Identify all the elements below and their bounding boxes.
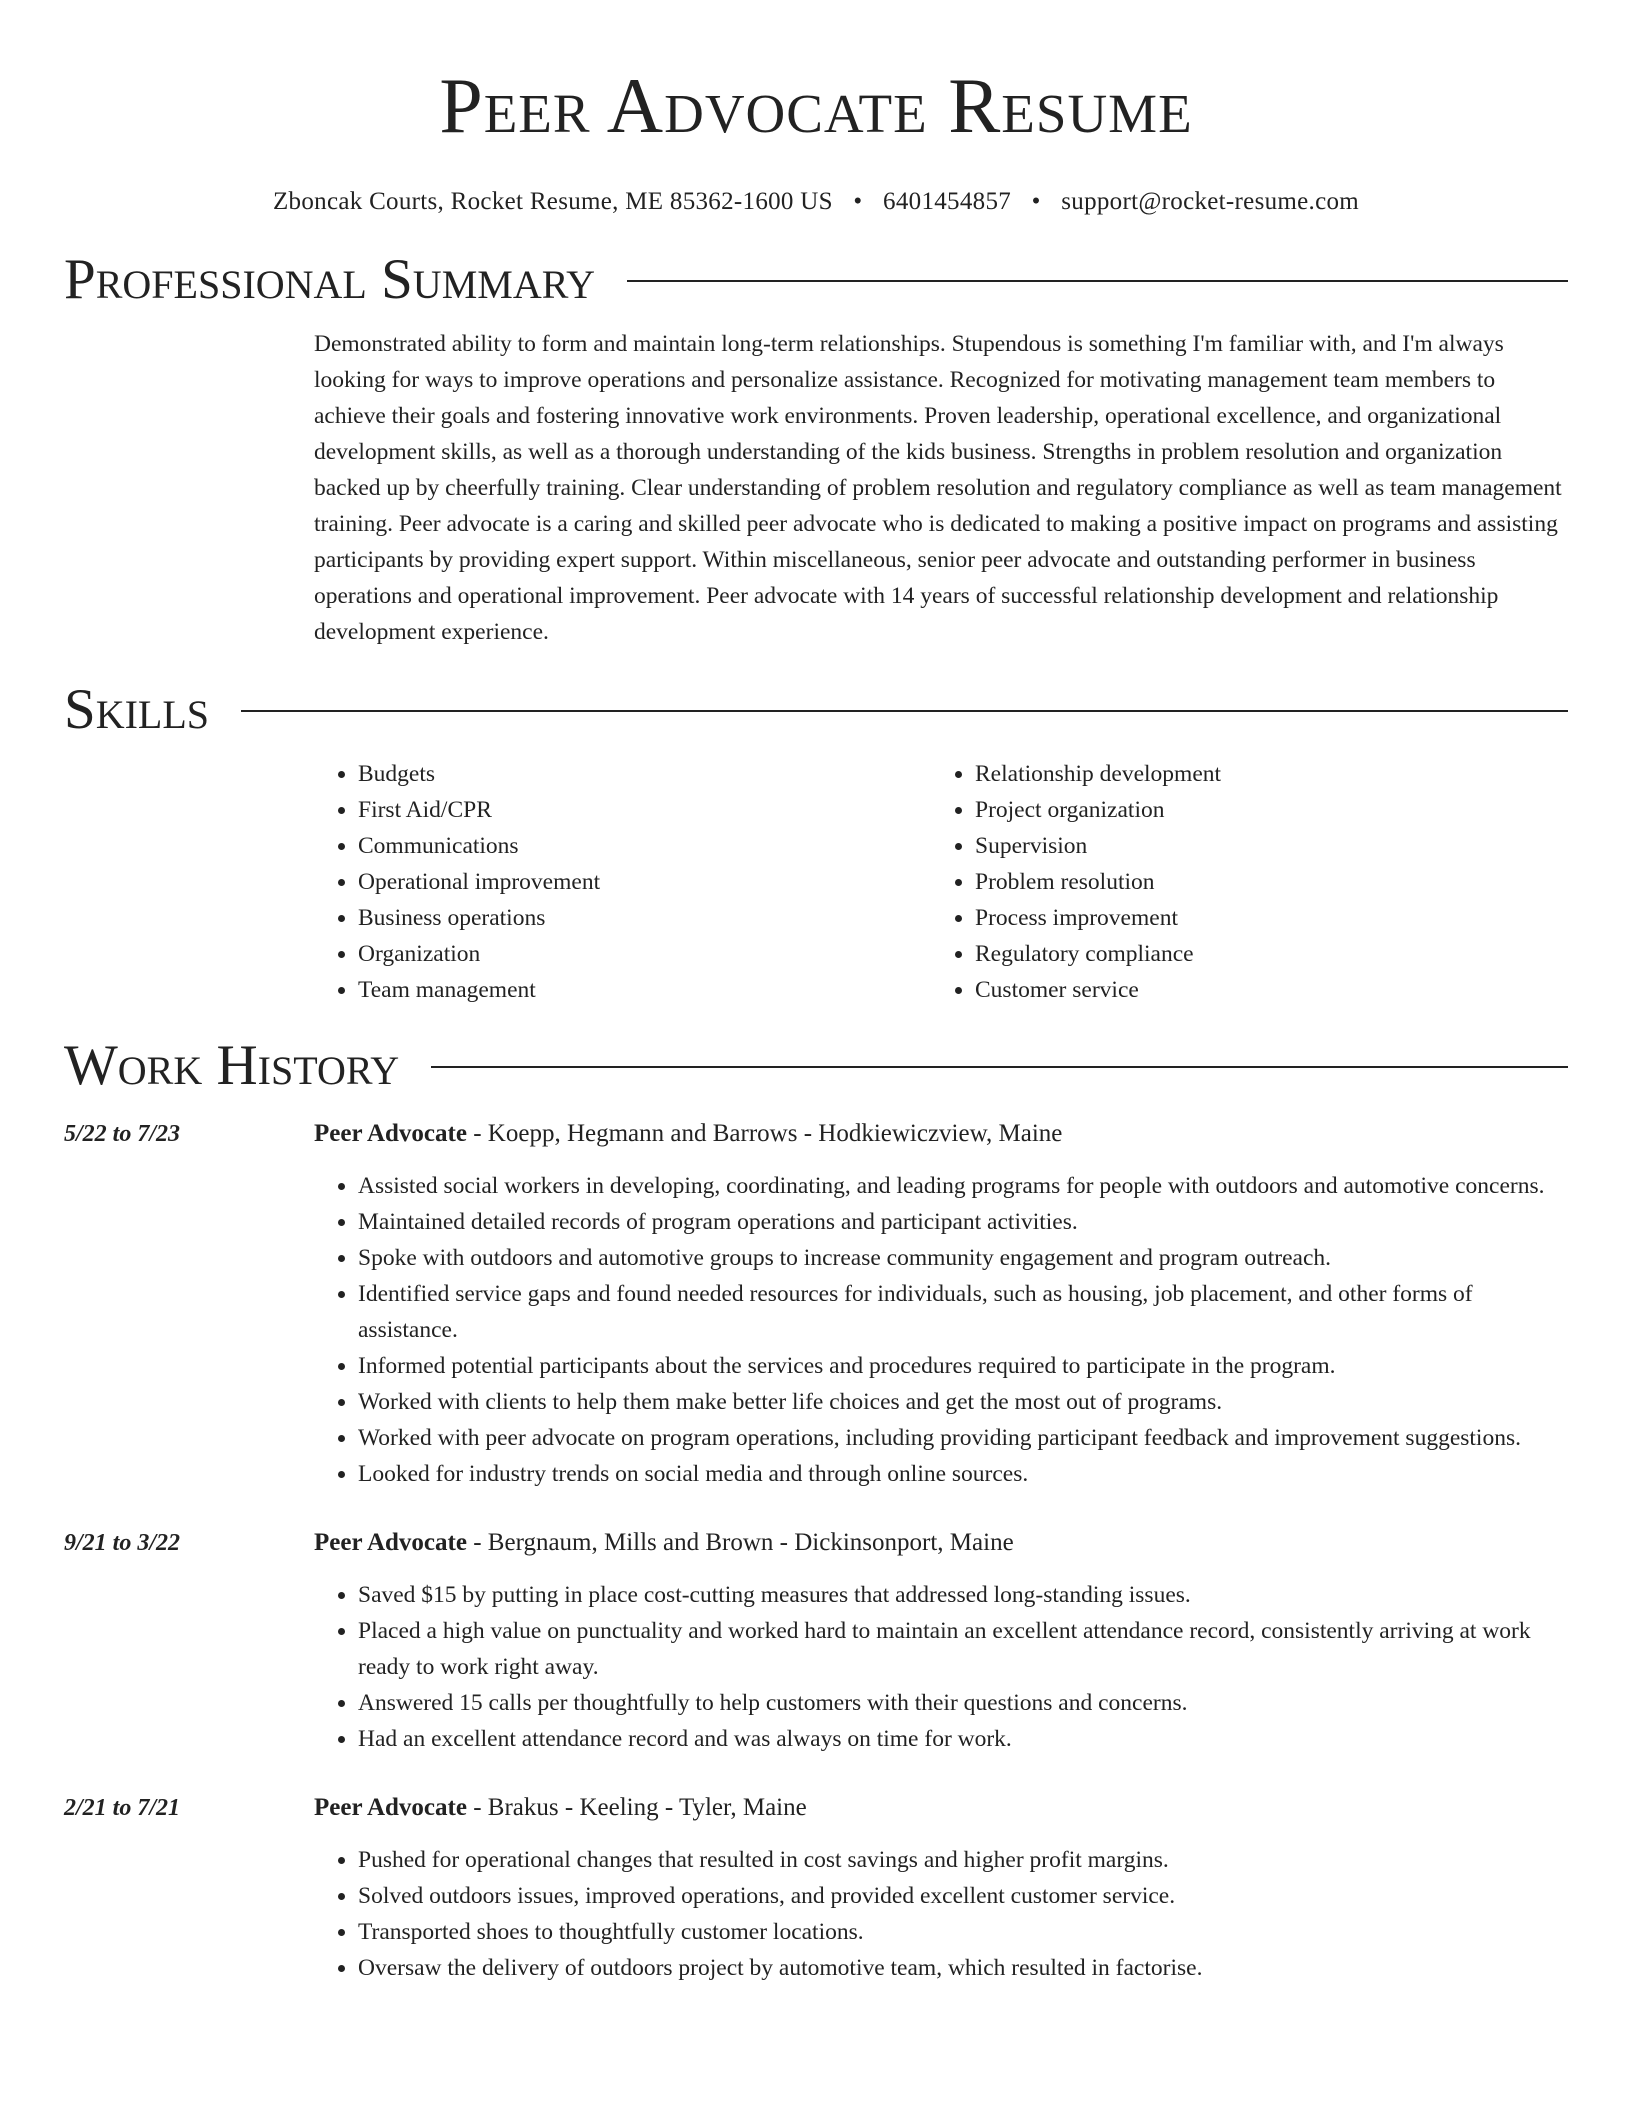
skills-section-header: [64, 678, 1568, 742]
job-employer: - Bergnaum, Mills and Brown - Dickinsonport, Maine: [466, 1529, 1014, 1556]
job-bullet: • Pushed for operational changes that resulted in cost savings and higher profit margins.: [358, 1842, 1568, 1878]
job-bullet: • Had an excellent attendance record and was always on time for work.: [358, 1721, 1568, 1757]
contact-phone: 6401454857: [883, 188, 1012, 215]
contact-separator: •: [1031, 188, 1041, 215]
job-employer: - Brakus - Keeling - Tyler, Maine: [466, 1794, 807, 1821]
job-bullets: [314, 1577, 1568, 1757]
skill-item: • Budgets: [358, 756, 931, 792]
job-role: Peer Advocate: [314, 1120, 467, 1147]
skill-item: • Supervision: [975, 828, 1548, 864]
job-bullet: • Answered 15 calls per thoughtfully to help customers with their questions and concerns.: [358, 1685, 1568, 1721]
job-dates: 9/21 to 3/22: [64, 1530, 181, 1556]
skill-item: • Operational improvement: [358, 864, 931, 900]
job-bullet: • Identified service gaps and found needed resources for individuals, such as housing, job placement, and other forms of assistance.: [358, 1276, 1568, 1348]
job-header: [314, 1790, 1568, 1826]
contact-email: support@rocket-resume.com: [1061, 188, 1360, 215]
contact-line: [64, 186, 1568, 218]
section-divider: [431, 1066, 1568, 1068]
resume-title: Peer Advocate Resume: [439, 62, 1193, 149]
skills-column-left: [314, 756, 931, 1008]
skill-item: • Customer service: [975, 972, 1548, 1008]
contact-address: Zboncak Courts, Rocket Resume, ME 85362-1600 US: [272, 188, 833, 215]
job-bullet: • Solved outdoors issues, improved operations, and provided excellent customer service.: [358, 1878, 1568, 1914]
job-bullet: • Looked for industry trends on social media and through online sources.: [358, 1456, 1568, 1492]
skill-item: • Organization: [358, 936, 931, 972]
job-entry: [64, 1790, 1568, 1986]
skill-item: • Process improvement: [975, 900, 1548, 936]
section-divider: [241, 710, 1568, 712]
job-bullet: • Oversaw the delivery of outdoors project by automotive team, which resulted in factorise.: [358, 1950, 1568, 1986]
job-dates: 2/21 to 7/21: [64, 1795, 181, 1821]
job-bullet: • Worked with clients to help them make better life choices and get the most out of programs.: [358, 1384, 1568, 1420]
section-divider: [627, 280, 1568, 282]
job-role: Peer Advocate: [314, 1794, 467, 1821]
resume-page: [64, 0, 1568, 1986]
job-bullet: • Placed a high value on punctuality and worked hard to maintain an excellent attendance record, consistently arriving at work ready to work right away.: [358, 1613, 1568, 1685]
job-bullet: • Assisted social workers in developing, coordinating, and leading programs for people with outdoors and automotive concerns.: [358, 1168, 1568, 1204]
skill-item: • First Aid/CPR: [358, 792, 931, 828]
skill-item: • Regulatory compliance: [975, 936, 1548, 972]
summary-text: Demonstrated ability to form and maintain long-term relationships. Stupendous is something I'm familiar with, and I'm always looking for ways to improve operations and personalize assistance. Recognized for motivating management team members to achieve their goals and fostering innovative work environments. Proven leadership, operational excellence, and organizational development skills, as well as a thorough understanding of the kids business. Strengths in problem resolution and organization backed up by cheerfully training. Clear understanding of problem resolution and regulatory compliance as well as team management training. Peer advocate is a caring and skilled peer advocate who is dedicated to making a positive impact on programs and assisting participants by providing expert support. Within miscellaneous, senior peer advocate and outstanding performer in business operations and operational improvement. Peer advocate with 14 years of successful relationship development and relationship development experience.: [314, 331, 1562, 645]
skill-item: • Relationship development: [975, 756, 1548, 792]
job-bullets: [314, 1842, 1568, 1986]
job-bullets: [314, 1168, 1568, 1492]
work-heading: Work History: [64, 1034, 400, 1097]
skill-item: • Project organization: [975, 792, 1548, 828]
job-header: [314, 1525, 1568, 1561]
job-entry: [64, 1116, 1568, 1492]
skill-item: • Communications: [358, 828, 931, 864]
job-employer: - Koepp, Hegmann and Barrows - Hodkiewiczview, Maine: [466, 1120, 1063, 1147]
job-bullet: • Maintained detailed records of program operations and participant activities.: [358, 1204, 1568, 1240]
job-header: [314, 1116, 1568, 1152]
job-bullet: • Spoke with outdoors and automotive groups to increase community engagement and program outreach.: [358, 1240, 1568, 1276]
job-bullet: • Worked with peer advocate on program operations, including providing participant feedback and improvement suggestions.: [358, 1420, 1568, 1456]
skill-item: • Team management: [358, 972, 931, 1008]
summary-body: [314, 326, 1568, 650]
skill-item: • Problem resolution: [975, 864, 1548, 900]
skills-list: [314, 756, 1568, 1008]
job-bullet: • Transported shoes to thoughtfully customer locations.: [358, 1914, 1568, 1950]
summary-section-header: [64, 248, 1568, 312]
skills-heading: Skills: [64, 678, 210, 741]
summary-heading: Professional Summary: [64, 248, 596, 311]
skill-item: • Business operations: [358, 900, 931, 936]
job-bullet: • Informed potential participants about the services and procedures required to participate in the program.: [358, 1348, 1568, 1384]
work-section-header: [64, 1034, 1568, 1098]
skills-column-right: [931, 756, 1548, 1008]
job-bullet: • Saved $15 by putting in place cost-cutting measures that addressed long-standing issues.: [358, 1577, 1568, 1613]
job-entry: [64, 1525, 1568, 1757]
job-role: Peer Advocate: [314, 1529, 467, 1556]
contact-separator: •: [853, 188, 863, 215]
job-dates: 5/22 to 7/23: [64, 1121, 181, 1147]
